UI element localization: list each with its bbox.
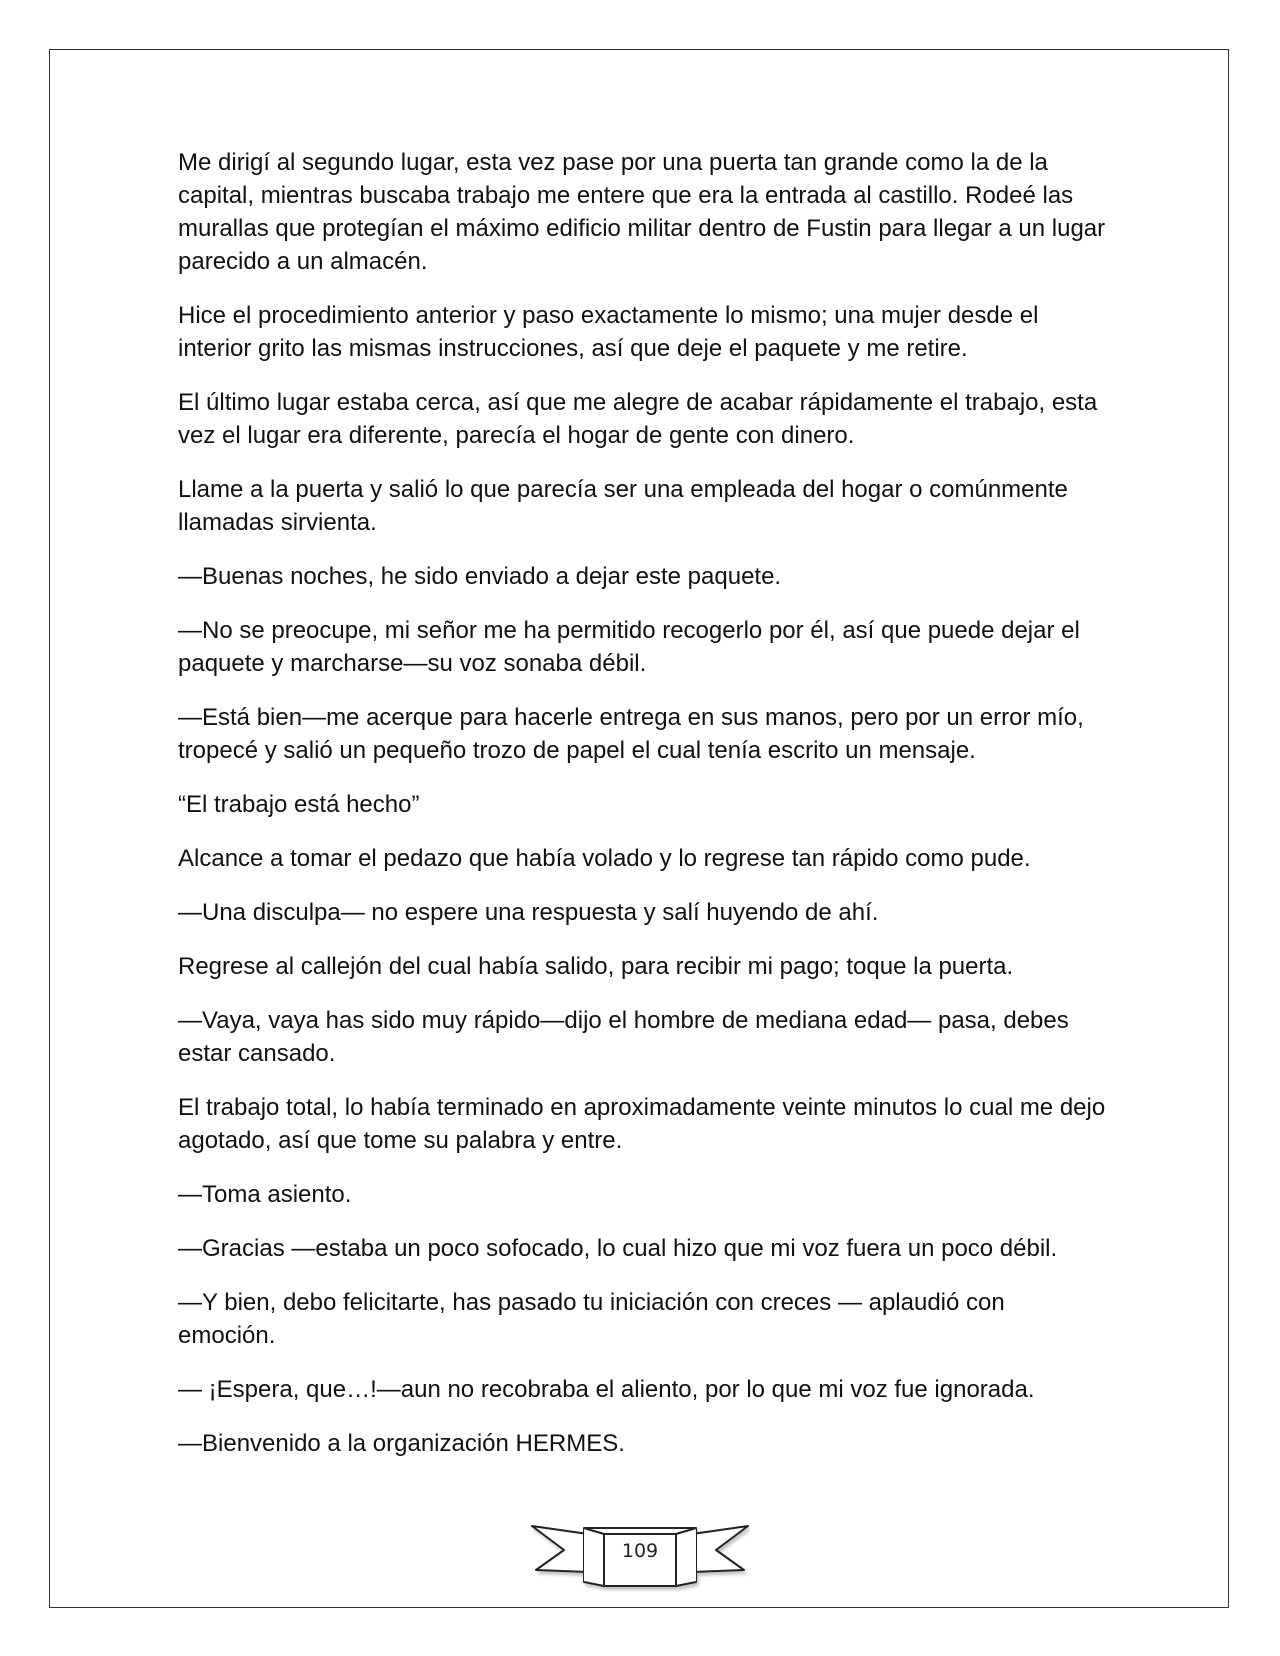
paragraph: Llame a la puerta y salió lo que parecía ser una empleada del hogar o comúnmente llamadas sirvienta.: [178, 476, 1068, 536]
dialogue-line: —Bienvenido a la organización HERMES.: [178, 1430, 625, 1457]
dialogue-line: — ¡Espera, que…!—aun no recobraba el aliento, por lo que mi voz fue ignorada.: [178, 1376, 1035, 1403]
dialogue-line: —Vaya, vaya has sido muy rápido—dijo el hombre de mediana edad— pasa, debes estar cansado.: [178, 1007, 1069, 1067]
dialogue-line: —Gracias —estaba un poco sofocado, lo cual hizo que mi voz fuera un poco débil.: [178, 1235, 1058, 1262]
quoted-message: “El trabajo está hecho”: [178, 791, 420, 818]
paragraph: Me dirigí al segundo lugar, esta vez pase por una puerta tan grande como la de la capital, mientras buscaba trabajo me entere que era la entrada al castillo. Rodeé las murallas que protegían el máximo edificio militar dentro de Fustin para llegar a un lugar parecido a un almacén.: [178, 149, 1106, 275]
paragraph: El trabajo total, lo había terminado en aproximadamente veinte minutos lo cual me dejo agotado, así que tome su palabra y entre.: [178, 1094, 1106, 1154]
dialogue-line: —Toma asiento.: [178, 1181, 352, 1208]
page-number: 109: [621, 1540, 659, 1562]
paragraph: El último lugar estaba cerca, así que me alegre de acabar rápidamente el trabajo, esta vez el lugar era diferente, parecía el hogar de gente con dinero.: [178, 389, 1098, 449]
document-body: [178, 146, 1108, 1481]
dialogue-line: —Está bien—me acerque para hacerle entrega en sus manos, pero por un error mío, tropecé y salió un pequeño trozo de papel el cual tenía escrito un mensaje.: [178, 704, 1084, 764]
paragraph: Alcance a tomar el pedazo que había volado y lo regrese tan rápido como pude.: [178, 845, 1031, 872]
page-number-banner: [530, 1522, 750, 1592]
paragraph: Hice el procedimiento anterior y paso exactamente lo mismo; una mujer desde el interior grito las mismas instrucciones, así que deje el paquete y me retire.: [178, 302, 1039, 362]
dialogue-line: —No se preocupe, mi señor me ha permitido recogerlo por él, así que puede dejar el paquete y marcharse—su voz sonaba débil.: [178, 617, 1080, 677]
paragraph: Regrese al callejón del cual había salido, para recibir mi pago; toque la puerta.: [178, 953, 1014, 980]
dialogue-line: —Buenas noches, he sido enviado a dejar este paquete.: [178, 563, 782, 590]
dialogue-line: —Y bien, debo felicitarte, has pasado tu iniciación con creces — aplaudió con emoción.: [178, 1289, 1005, 1349]
dialogue-line: —Una disculpa— no espere una respuesta y salí huyendo de ahí.: [178, 899, 879, 926]
